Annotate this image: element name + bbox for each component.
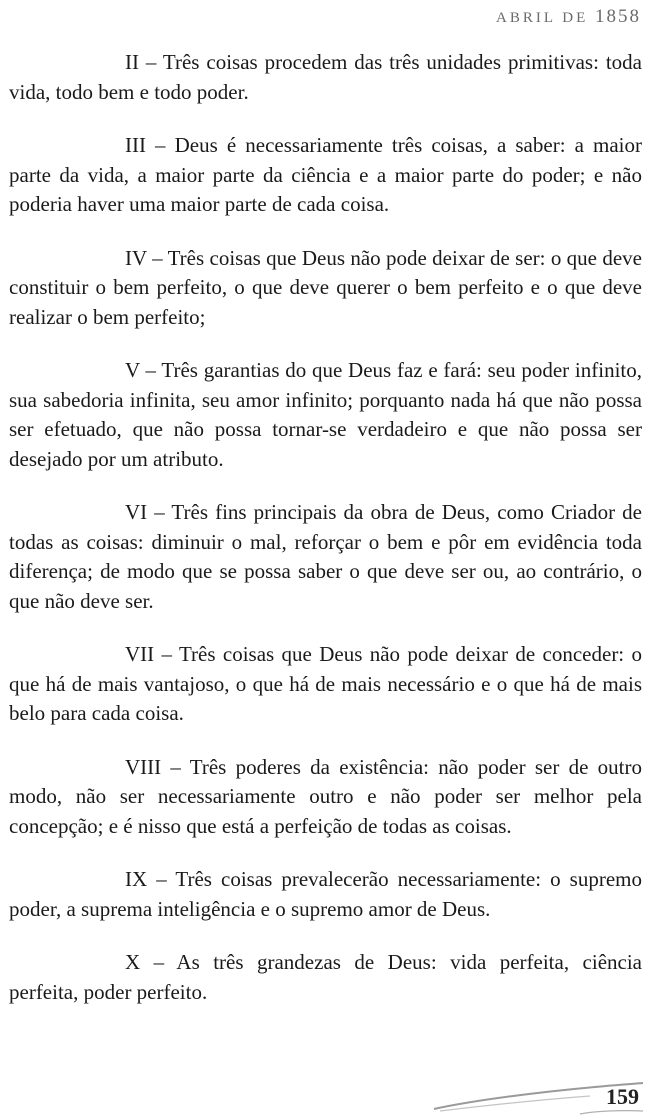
paragraph-ix: IX – Três coisas prevalecerão necessariamente: o supremo poder, a suprema inteligência e o supremo amor de Deus.: [9, 867, 642, 921]
header-year: 1858: [595, 6, 641, 27]
body-text: [9, 48, 642, 1031]
page-number: 159: [606, 1084, 639, 1109]
header-month: ABRIL DE: [496, 10, 589, 26]
paragraph-ii: II – Três coisas procedem das três unidades primitivas: toda vida, todo bem e todo poder.: [9, 50, 642, 104]
running-header: [496, 6, 641, 28]
paragraph-iii: III – Deus é necessariamente três coisas, a saber: a maior parte da vida, a maior parte da ciência e a maior parte do poder; e não poderia haver uma maior parte de cada coisa.: [9, 133, 642, 216]
paragraph-viii: VIII – Três poderes da existência: não poder ser de outro modo, não ser necessariamente outro e não poder ser melhor pela concepção; e é nisso que está a perfeição de todas as coisas.: [9, 754, 642, 838]
paragraph-vi: VI – Três fins principais da obra de Deus, como Criador de todas as coisas: diminuir o mal, reforçar o bem e pôr em evidência toda diferença; de modo que se possa saber o que deve ser ou, ao contrário, o que não deve ser.: [9, 500, 642, 613]
paragraph-v: V – Três garantias do que Deus faz e fará: seu poder infinito, sua sabedoria infinita, seu amor infinito; porquanto nada há que não possa ser efetuado, que não possa tornar-se verdadeiro e que não possa ser desejado por um atributo.: [9, 358, 642, 471]
paragraph-iv: IV – Três coisas que Deus não pode deixar de ser: o que deve constituir o bem perfeito, o que deve querer o bem perfeito e o que deve realizar o bem perfeito;: [9, 245, 642, 329]
page-footer: [430, 1078, 645, 1116]
paragraph-vii: VII – Três coisas que Deus não pode deixar de conceder: o que há de mais vantajoso, o que há de mais necessário e o que há de mais belo para cada coisa.: [9, 642, 642, 725]
paragraph-x: X – As três grandezas de Deus: vida perfeita, ciência perfeita, poder perfeito.: [9, 950, 642, 1004]
